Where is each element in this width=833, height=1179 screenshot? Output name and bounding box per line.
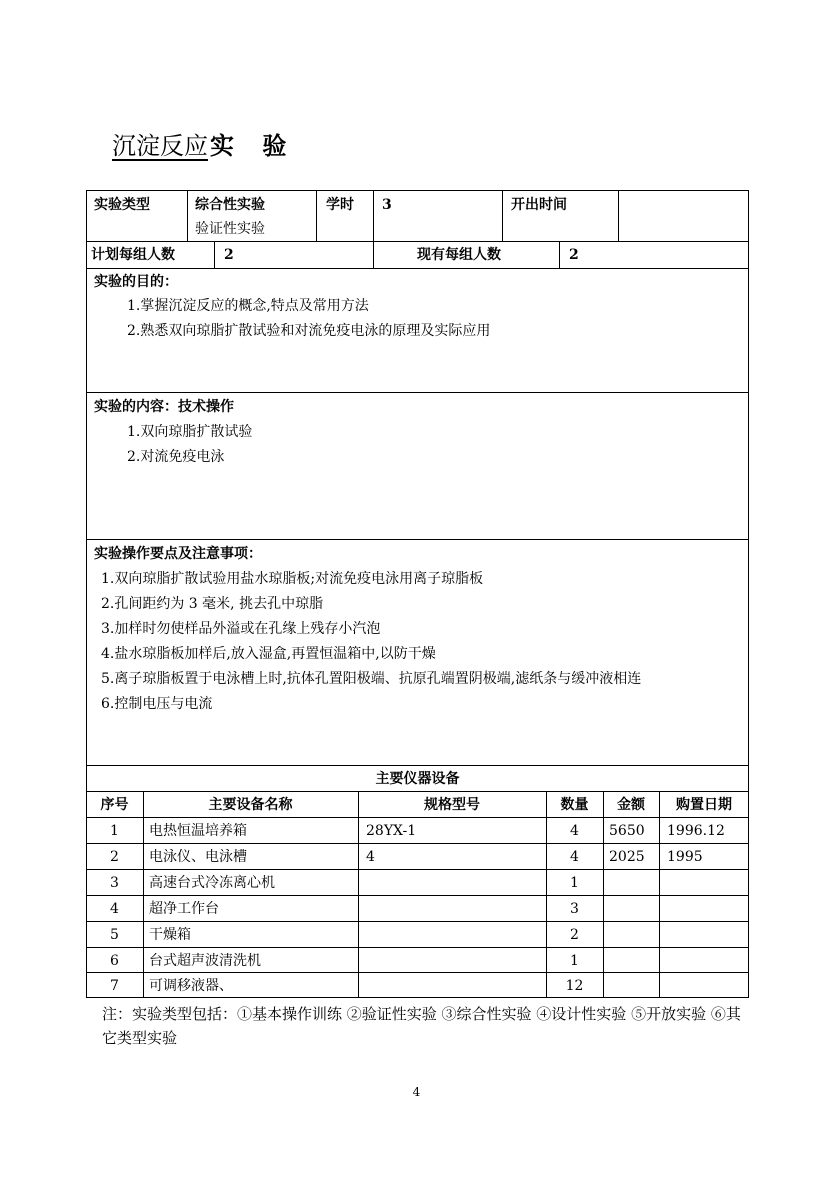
purpose-heading: 实验的目的： [94, 274, 178, 290]
column-header: 购置日期 [676, 797, 732, 813]
table-cell: 干燥箱 [149, 927, 191, 943]
table-cell: 1 [570, 953, 579, 969]
table-cell: 1996.12 [667, 823, 725, 839]
table-cell: 4 [570, 823, 579, 839]
hours-value: 3 [382, 197, 392, 213]
page-title [112, 126, 296, 161]
table-cell: 5650 [609, 823, 645, 839]
purpose-item: 2.熟悉双向琼脂扩散试验和对流免疫电泳的原理及实际应用 [127, 323, 491, 339]
content-item: 2.对流免疫电泳 [127, 449, 225, 465]
table-cell: 28YX-1 [366, 823, 417, 839]
column-header: 数量 [560, 797, 589, 813]
table-cell: 3 [110, 875, 119, 891]
planned-value: 2 [224, 247, 234, 263]
type-label: 实验类型 [94, 197, 150, 213]
notes-item: 2.孔间距约为 3 毫米, 挑去孔中琼脂 [101, 596, 324, 612]
equipment-heading: 主要仪器设备 [375, 771, 460, 787]
table-cell: 1 [570, 875, 579, 891]
table-cell: 可调移液器、 [149, 978, 233, 994]
table-cell: 7 [110, 978, 119, 994]
column-header: 序号 [100, 797, 129, 813]
table-cell: 2 [110, 849, 119, 865]
notes-item: 4.盐水琼脂板加样后,放入湿盒,再置恒温箱中,以防干燥 [101, 646, 436, 662]
table-cell: 电泳仪、电泳槽 [149, 849, 247, 865]
planned-label: 计划每组人数 [91, 247, 175, 263]
type-value-2: 验证性实验 [195, 221, 265, 237]
table-cell: 4 [570, 849, 579, 865]
table-cell: 1 [110, 823, 119, 839]
table-cell: 1995 [667, 849, 703, 865]
table-cell: 3 [570, 901, 579, 917]
table-cell: 2025 [609, 849, 645, 865]
title-underlined: 沉淀反应 [112, 132, 208, 160]
column-header: 规格型号 [424, 797, 480, 813]
table-cell: 12 [565, 978, 584, 994]
table-cell: 超净工作台 [149, 901, 219, 917]
notes-item: 5.离子琼脂板置于电泳槽上时,抗体孔置阳极端、抗原孔端置阴极端,滤纸条与缓冲液相连 [101, 671, 642, 687]
current-value: 2 [569, 247, 579, 263]
type-value-1: 综合性实验 [195, 197, 265, 213]
column-header: 主要设备名称 [208, 797, 293, 813]
notes-item: 1.双向琼脂扩散试验用盐水琼脂板;对流免疫电泳用离子琼脂板 [101, 571, 484, 587]
table-cell: 4 [366, 849, 375, 865]
hours-label: 学时 [326, 197, 354, 213]
page-number: 4 [412, 1085, 421, 1099]
table-cell: 电热恒温培养箱 [149, 823, 247, 839]
notes-item: 3.加样时勿使样品外溢或在孔缘上残存小汽泡 [101, 621, 381, 637]
content-heading: 实验的内容：技术操作 [94, 399, 234, 415]
current-label: 现有每组人数 [417, 247, 501, 263]
table-cell: 2 [570, 927, 579, 943]
footnote: 注：实验类型包括：①基本操作训练 ②验证性实验 ③综合性实验 ④设计性实验 ⑤开放实验 ⑥其它类型实验 [102, 1005, 741, 1047]
table-cell: 6 [110, 953, 119, 969]
table-cell: 5 [110, 927, 119, 943]
column-header: 金额 [617, 797, 645, 813]
open-time-label: 开出时间 [511, 197, 567, 213]
table-cell: 4 [110, 901, 119, 917]
notes-heading: 实验操作要点及注意事项： [94, 546, 262, 562]
table-cell: 高速台式冷冻离心机 [149, 875, 275, 891]
table-cell: 台式超声波清洗机 [149, 953, 261, 969]
purpose-item: 1.掌握沉淀反应的概念,特点及常用方法 [127, 298, 369, 314]
notes-item: 6.控制电压与电流 [101, 696, 213, 712]
content-item: 1.双向琼脂扩散试验 [127, 424, 253, 440]
title-bold: 实 验 [210, 131, 297, 160]
